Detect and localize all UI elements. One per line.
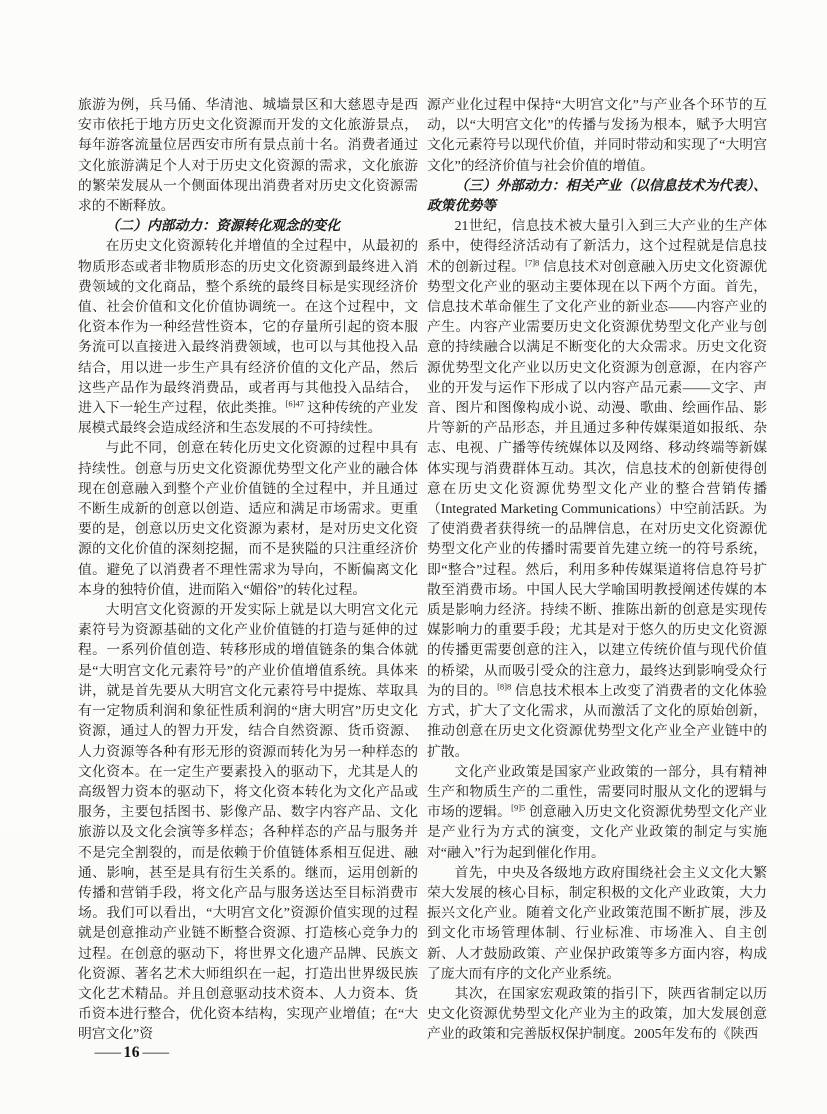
text-run: 文化产业政策是国家产业政策的一部分，具有精神生产和物质生产的二重性，需要同时服从文化的逻辑与市场的逻辑。 [427, 763, 767, 820]
body-paragraph [78, 95, 418, 216]
text-run: 创意融入历史文化资源优势型文化产业是产业行为方式的演变，文化产业政策的制定与实施对“融入”行为起到催化作用。 [427, 804, 768, 860]
text-run: 源产业化过程中保持“大明宫文化”与产业各个环节的互动，以“大明宫文化”的传播与发扬为根本，赋予大明宫文化元素符号以现代价值，并同时带动和实现了“大明宫文化”的经济价值与社会价值的增值。 [427, 97, 767, 173]
body-paragraph [78, 236, 418, 438]
text-run: 其次，在国家宏观政策的指引下，陕西省制定以历史文化资源优势型文化产业为主的政策，加大发展创意产业的政策和完善版权保护制度。2005年发布的《陕西 [427, 985, 767, 1042]
body-paragraph [78, 600, 418, 1044]
two-column-text-area [78, 95, 767, 1045]
text-run: 大明宫文化资源的开发实际上就是以大明宫文化元素符号为资源基础的文化产业价值链的打造与延伸的过程。一系列价值创造、转移形成的增值链条的集合体就是“大明宫文化元素符号”的产业价值增值系统。具体来讲，就是首先要从大明宫文化元素符号中提炼、萃取具有一定物质利润和象征性质利润的“唐大明宫”历史文化资源，通过人的智力开发，结合自然资源、货币资源、人力资源等各种有形无形的资源而转化为另一种样态的文化资本。在一定生产要素投入的驱动下，尤其是人的高级智力资本的驱动下，将文化资本转化为文化产品或服务，主要包括图书、影像产品、数字内容产品、文化旅游以及文化会演等多样态；各种样态的产品与服务并不是完全割裂的，而是依赖于价值链体系相互促进、融通、影响，甚至是具有衍生关系的。继而，运用创新的传播和营销手段，将文化产品与服务送达至目标消费市场。我们可以看出，“大明宫文化”资源价值实现的过程就是创意推动产业链不断整合资源、打造核心竞争力的过程。在创意的驱动下，将世界文化遗产品牌、民族文化资源、著名艺术大师组织在一起，打造出世界级民族文化艺术精品。并且创意驱动技术资本、人力资本、货币资本进行整合，优化资本结构，实现产业增值；在“大明宫文化”资 [78, 602, 418, 1042]
body-paragraph [427, 863, 767, 984]
body-paragraph [427, 95, 767, 176]
section-heading [78, 216, 418, 236]
body-paragraph [427, 762, 767, 863]
citation-superscript: [7]8 [525, 257, 540, 268]
footer-left-dash: — [94, 1044, 121, 1061]
text-run: 信息技术对创意融入历史文化资源优势型文化产业的驱动主要体现在以下两个方面。首先，信息技术革命催生了文化产业的新业态——内容产业的产生。内容产业需要历史文化资源优势型文化产业与创意的持续融合以满足不断变化的大众需求。历史文化资源优势型文化产业以历史文化资源为创意源，在内容产业的开发与运作下形成了以内容产品元素——文字、声音、图片和图像构成小说、动漫、歌曲、绘画作品、影片等新的产品形态，并且通过多种传媒渠道如报纸、杂志、电视、广播等传统媒体以及网络、移动终端等新媒体实现与消费群体互动。其次，信息技术的创新使得创意在历史文化资源优势型文化产业的整合营销传播（Integrated Marketing Communications）中空前活跃。为了使消费者获得统一的品牌信息，在对历史文化资源优势型文化产业的传播时需要首先建立统一的符号系统，即“整合”过程。然后，利用多种传媒渠道将信息符号扩散至消费市场。中国人民大学喻国明教授阐述传媒的本质是影响力经济。持续不断、推陈出新的创意是实现传媒影响力的重要手段；尤其是对于悠久的历史文化资源的传播更需要创意的注入，以建立传统价值与现代价值的桥梁，从而吸引受众的注意力，最终达到影响受众行为的目的。 [427, 258, 768, 698]
page-footer [92, 1044, 172, 1062]
right-column [427, 95, 767, 1045]
text-run: 21世纪，信息技术被大量引入到三大产业的生产体系中，使得经济活动有了新活力，这个过程就是信息技术的创新过程。 [427, 218, 767, 274]
citation-superscript: [9]5 [511, 802, 526, 813]
body-paragraph [427, 984, 767, 1045]
text-run: 与此不同，创意在转化历史文化资源的过程中具有持续性。创意与历史文化资源优势型文化产业的融合体现在创意融入到整个产业价值链的全过程中，并且通过不断生成新的创意以创造、适应和满足市场需求。更重要的是，创意以历史文化资源为素材，是对历史文化资源的文化价值的深刻挖掘，而不是狭隘的只注重经济价值。避免了以消费者不理性需求为导向，不断偏离文化本身的独特价值，进而陷入“媚俗”的转化过程。 [78, 440, 418, 597]
text-run: （二）内部动力：资源转化观念的变化 [105, 218, 341, 234]
text-run: 旅游为例，兵马俑、华清池、城墙景区和大慈恩寺是西安市依托于地方历史文化资源而开发的文化旅游景点，每年游客流量位居西安市所有景点前十名。消费者通过文化旅游满足个人对于历史文化资源的需求，文化旅游的繁荣发展从一个侧面体现出消费者对历史文化资源需求的不断释放。 [78, 97, 418, 214]
text-run: 这种传统的产业发展模式最终会造成经济和生态发展的不可持续性。 [78, 400, 419, 436]
text-run: 信息技术根本上改变了消费者的文化体验方式，扩大了文化需求，从而激活了文化的原始创新，推动创意在历史文化资源优势型文化产业全产业链中的扩散。 [427, 682, 768, 759]
section-heading [427, 176, 767, 216]
citation-superscript: [8]8 [497, 681, 512, 692]
footer-right-dash: — [142, 1044, 169, 1061]
body-paragraph [427, 216, 767, 761]
body-paragraph [78, 438, 418, 600]
left-column [78, 95, 418, 1045]
text-run: （三）外部动力：相关产业（以信息技术为代表）、政策优势等 [427, 177, 767, 214]
text-run: 在历史文化资源转化并增值的全过程中，从最初的物质形态或者非物质形态的历史文化资源到最终进入消费领域的文化商品，整个系统的最终目标是实现经济价值、社会价值和文化价值协调统一。在这个过程中，文化资本作为一种经营性资本，它的存量所引起的资本服务流可以直接进入最终消费领域，也可以与其他投入品结合，用以进一步生产具有经济价值的文化产品，然后这些产品作为最终消费品，或者再与其他投入品结合，进入下一轮生产过程，依此类推。 [78, 238, 418, 416]
citation-superscript: [6]47 [285, 398, 304, 409]
text-run: 首先，中央及各级地方政府围绕社会主义文化大繁荣大发展的核心目标，制定积极的文化产业政策，大力振兴文化产业。随着文化产业政策范围不断扩展，涉及到文化市场管理体制、行业标准、市场准入、自主创新、人才鼓励政策、产业保护政策等多方面内容，构成了庞大而有序的文化产业系统。 [427, 864, 767, 981]
page-number: 16 [123, 1044, 140, 1061]
